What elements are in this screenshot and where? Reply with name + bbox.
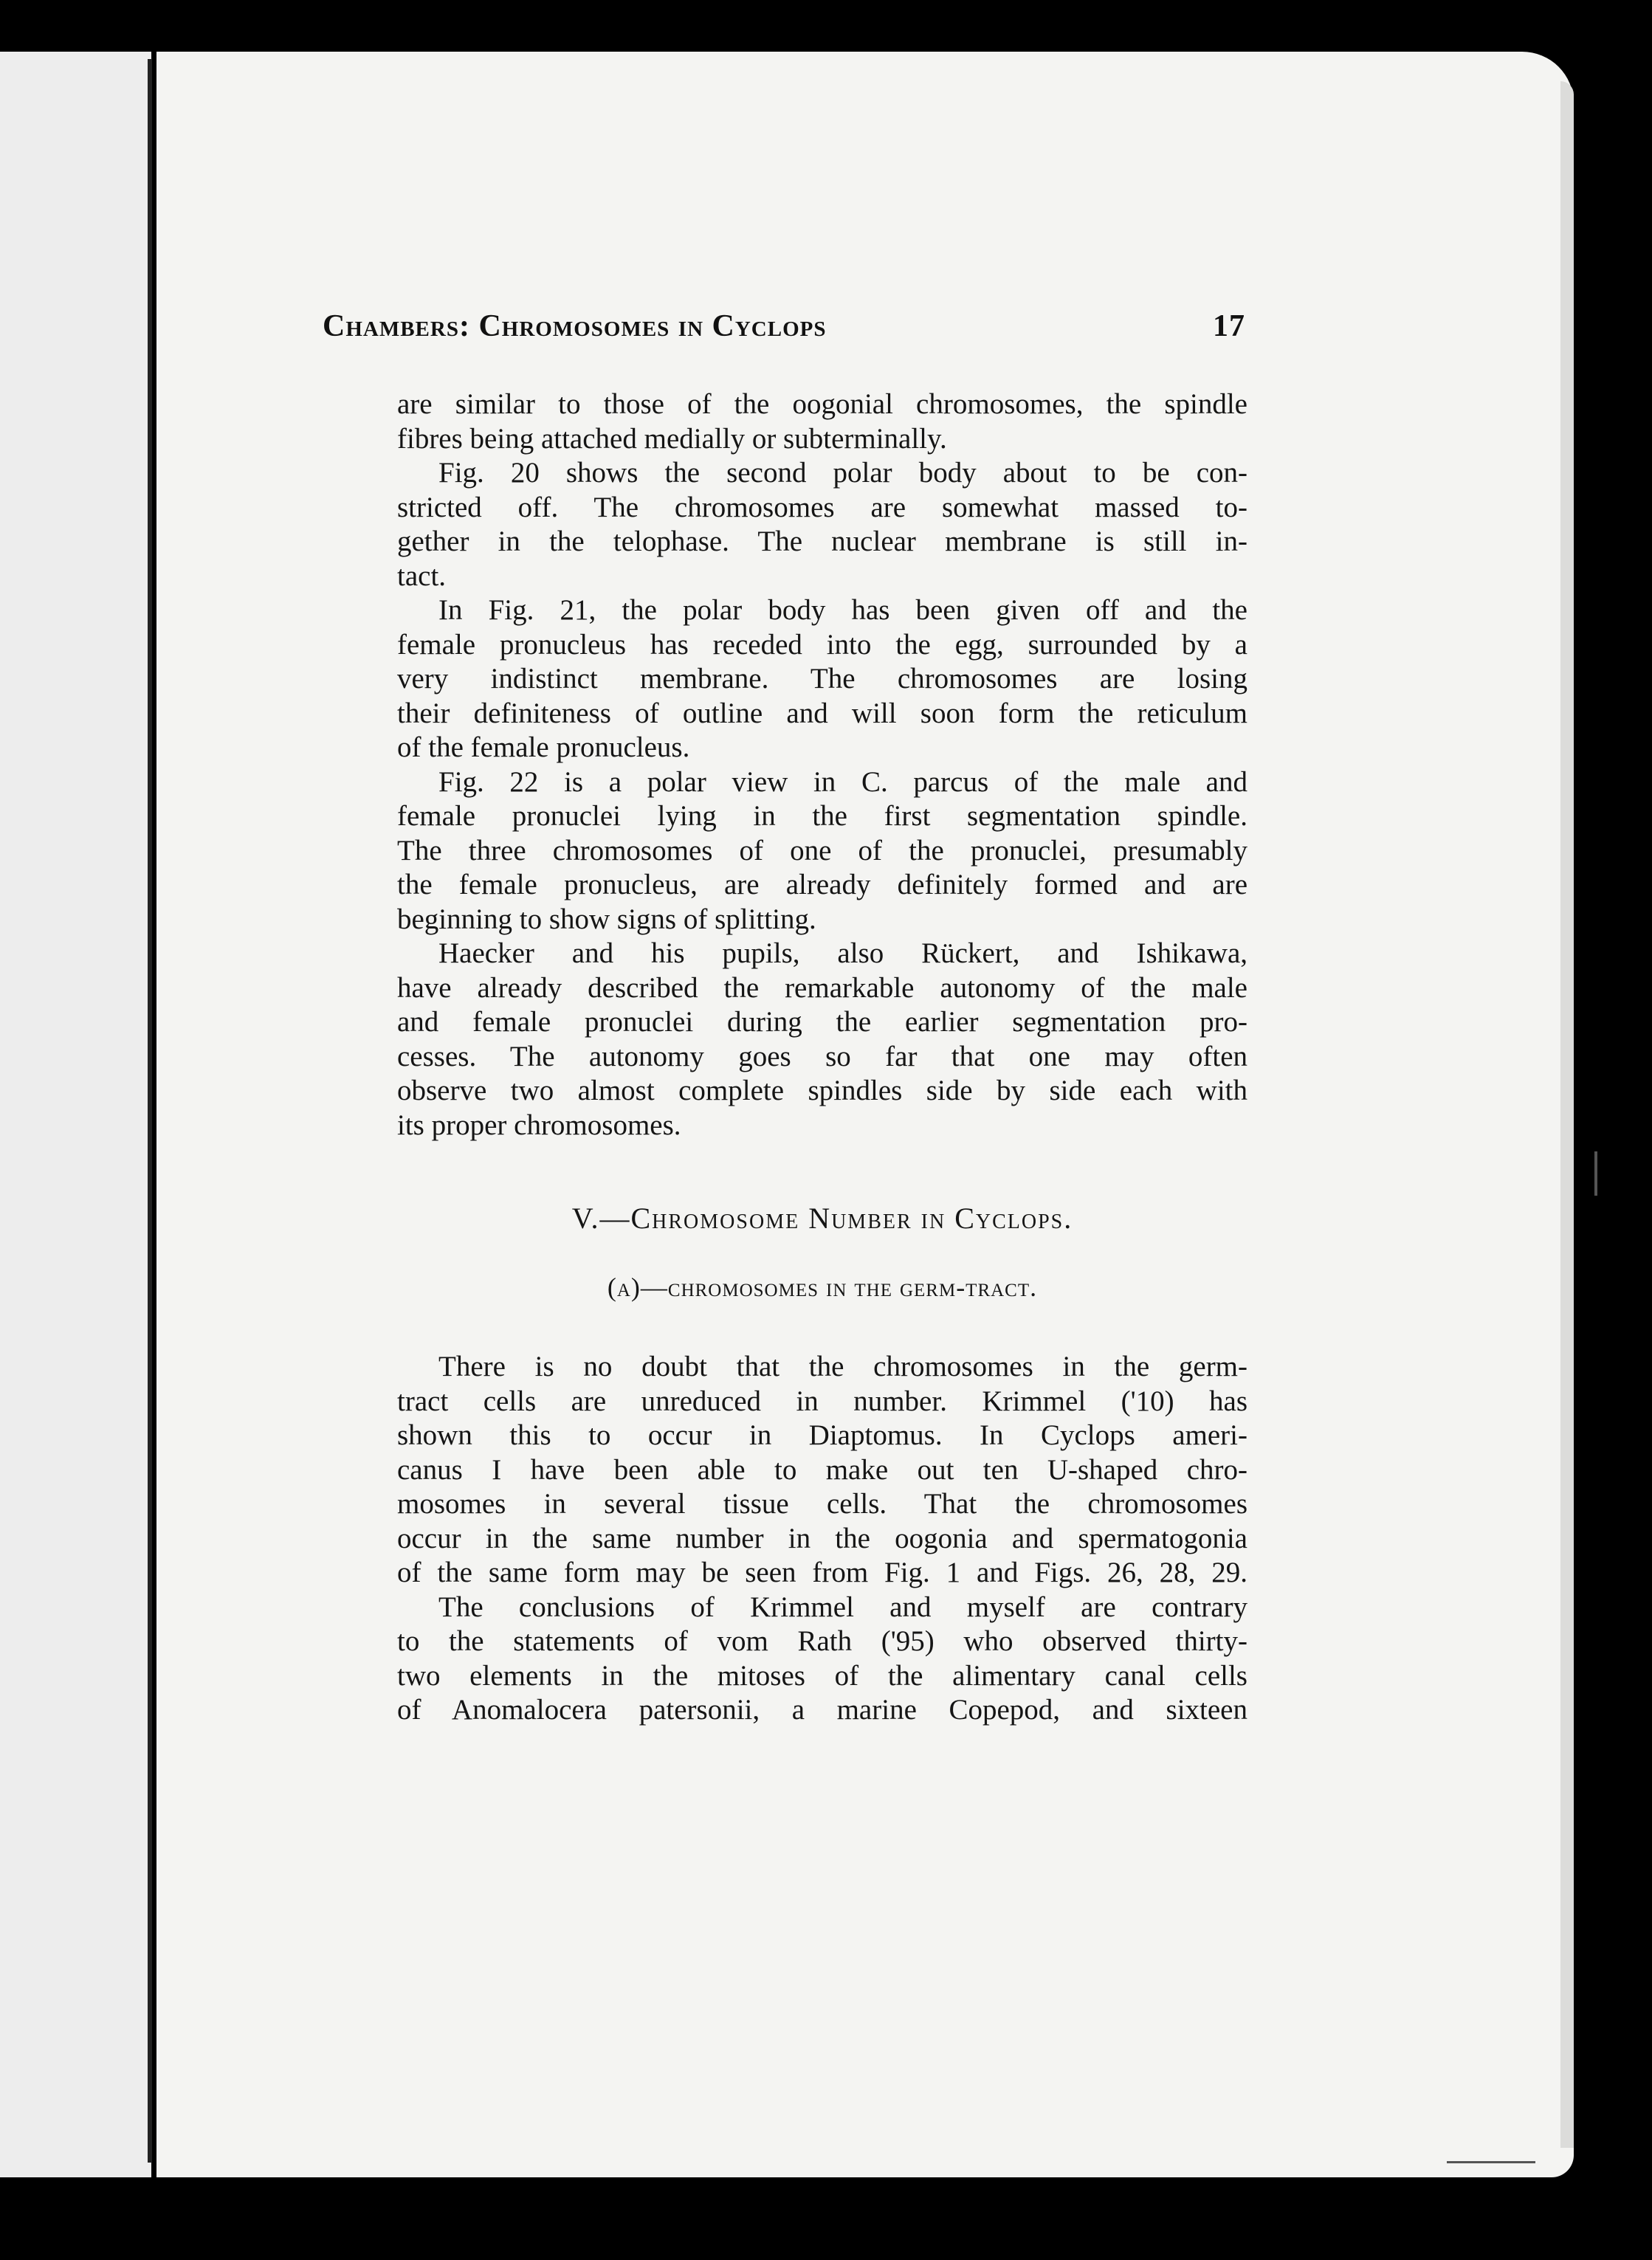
facing-page-edge [0,52,151,2177]
text-line: tact. [397,559,447,592]
text-line: canus I have been able to make out ten U-shaped chro- [397,1453,1247,1486]
text-line: and female pronuclei during the earlier segmentation pro- [397,1006,1247,1038]
text-line: its proper chromosomes. [397,1109,681,1141]
gutter-rule [148,59,152,2163]
text-line: observe two almost complete spindles side by side each with [397,1075,1247,1106]
text-line: shown this to occur in Diaptomus. In Cyclops ameri- [397,1419,1247,1451]
text-line: Fig. 22 is a polar view in C. parcus of the male and [438,765,1247,798]
text-line: cesses. The autonomy goes so far that one may often [397,1040,1247,1072]
text-line: tract cells are unreduced in number. Krimmel ('10) has [397,1385,1247,1417]
text-line: the female pronucleus, are already definitely formed and are [397,869,1247,900]
text-line: The conclusions of Krimmel and myself are contrary [438,1591,1247,1623]
text-line: to the statements of vom Rath ('95) who observed thirty- [397,1625,1247,1657]
body-text [397,387,1247,1728]
text-line: are similar to those of the oogonial chromosomes, the spindle [397,388,1247,420]
text-line: mosomes in several tissue cells. That the chromosomes [397,1488,1247,1520]
text-line: of the female pronucleus. [397,731,690,763]
text-line: Haecker and his pupils, also Rückert, and Ishikawa, [438,937,1247,969]
text-line: Fig. 20 shows the second polar body about to be con- [438,457,1247,489]
section-title: V.—Chromosome Number in Cyclops. [571,1202,1073,1235]
text-line: very indistinct membrane. The chromosomes are losing [397,663,1247,695]
text-line: female pronucleus has receded into the egg, surrounded by a [397,628,1247,661]
text-line: beginning to show signs of splitting. [397,903,816,935]
subsection-title: (a)—chromosomes in the germ-tract. [607,1272,1038,1302]
text-line: There is no doubt that the chromosomes in the germ- [438,1351,1247,1382]
text-line: In Fig. 21, the polar body has been given off and the [438,594,1247,626]
text-line: two elements in the mitoses of the alimentary canal cells [397,1659,1247,1692]
page-edge-shadow [1560,81,1574,2148]
page-number: 17 [1213,309,1245,343]
text-line: gether in the telophase. The nuclear membrane is still in- [397,526,1247,557]
page-edge-mark [1447,2161,1535,2163]
text-line: of Anomalocera patersonii, a marine Copepod, and sixteen [397,1694,1247,1726]
page-header [323,309,1245,353]
text-line: stricted off. The chromosomes are somewhat massed to- [397,491,1247,523]
text-line: female pronuclei lying in the first segmentation spindle. [397,800,1247,832]
running-head: Chambers: Chromosomes in Cyclops [323,309,827,343]
text-line: occur in the same number in the oogonia and spermatogonia [397,1522,1247,1554]
text-line: fibres being attached medially or subterminally. [397,422,947,455]
text-line: The three chromosomes of one of the pronuclei, presumably [397,834,1247,867]
page-edge-mark [1594,1151,1597,1196]
text-line: have already described the remarkable autonomy of the male [397,971,1247,1004]
text-line: their definiteness of outline and will soon form the reticulum [397,697,1247,729]
text-line: of the same form may be seen from Fig. 1 and Figs. 26, 28, 29. [397,1557,1247,1588]
